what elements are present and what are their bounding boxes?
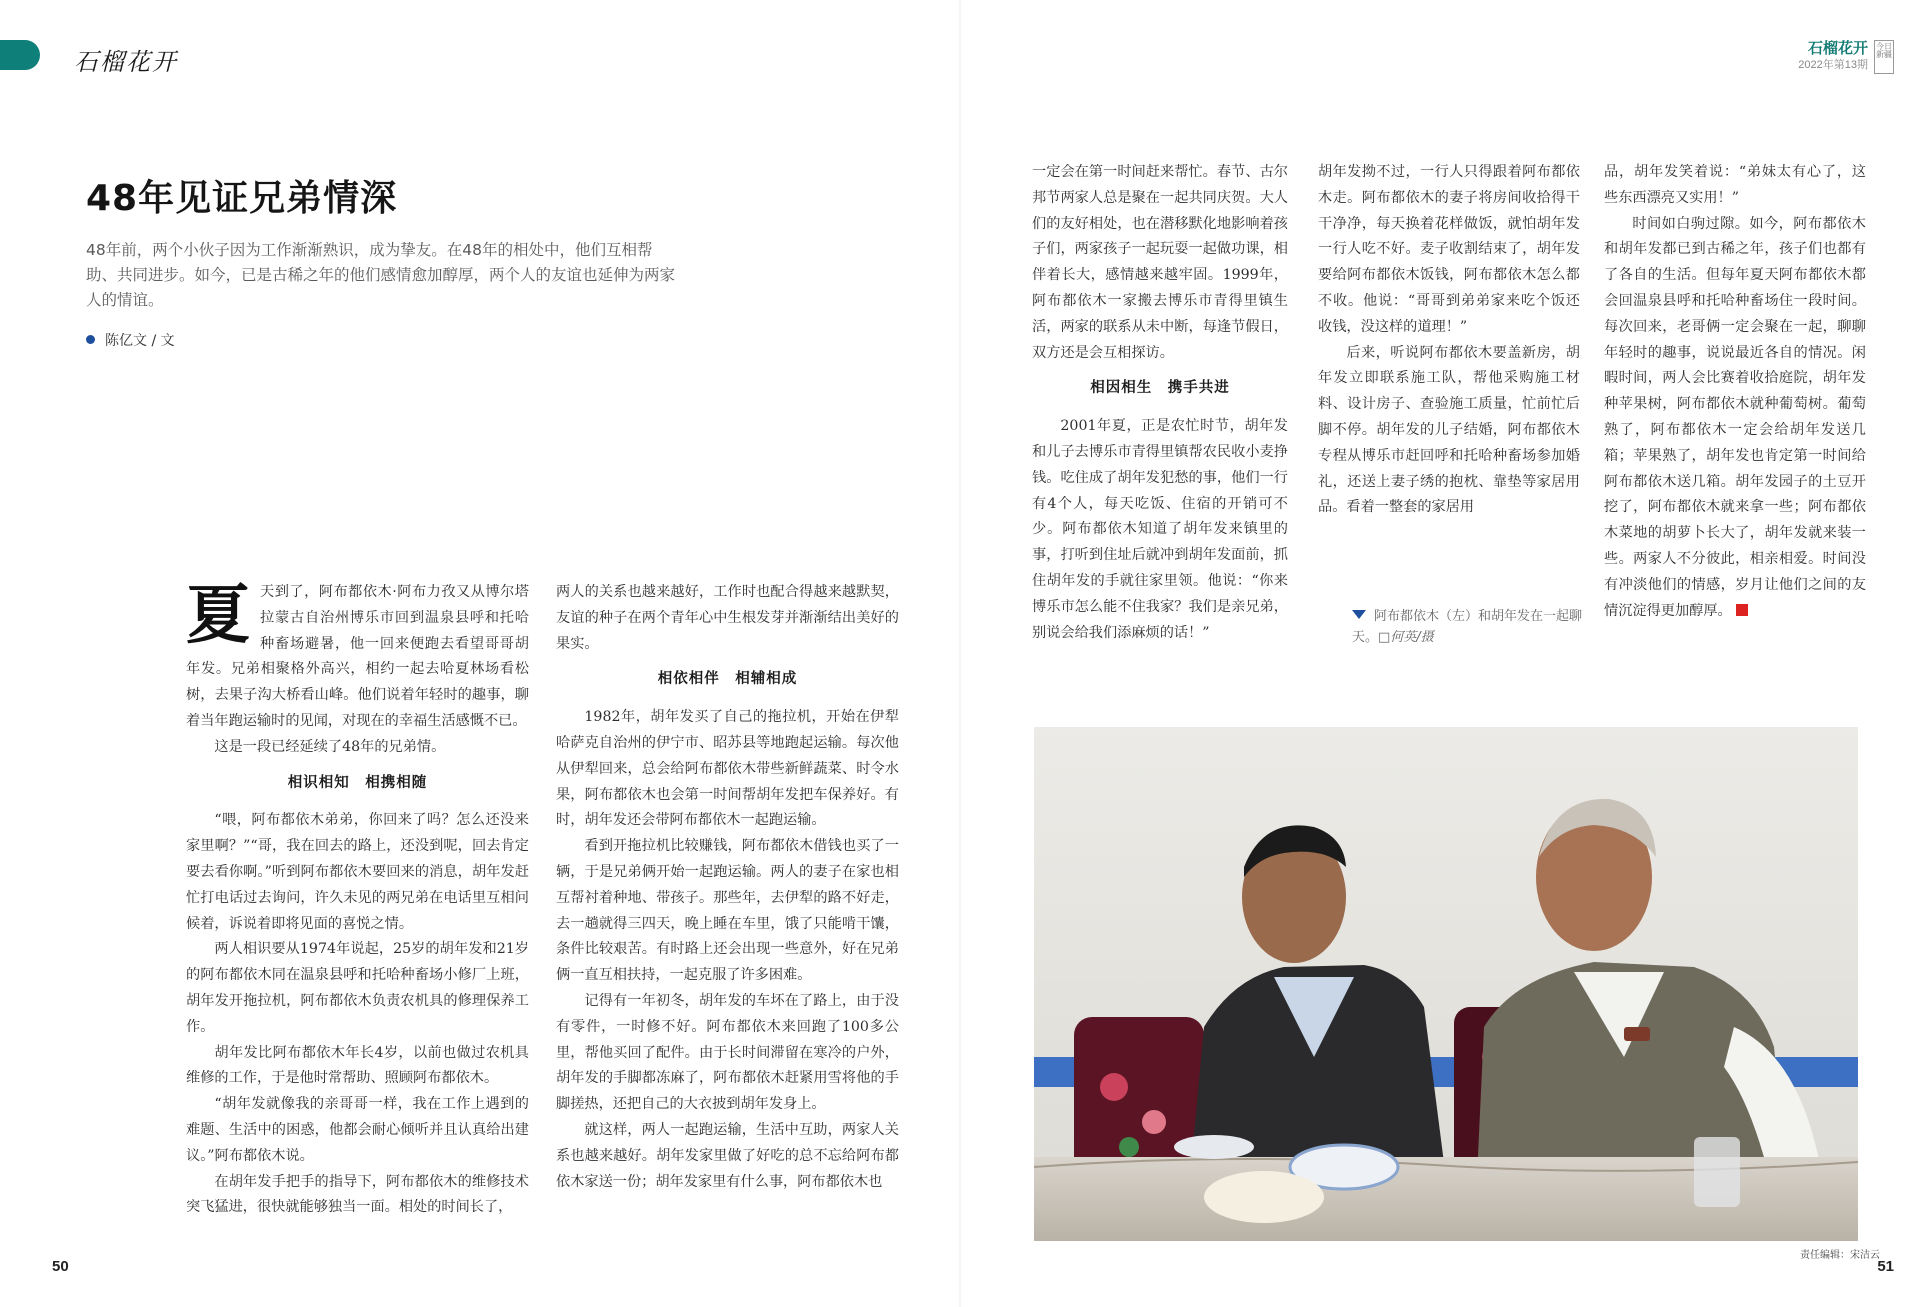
- text-column-5: [1604, 160, 1866, 624]
- paragraph-text: 时间如白驹过隙。如今，阿布都依木和胡年发都已到古稀之年，孩子们也都有了各自的生活。但每年夏天阿布都依木都会回温泉县呼和托哈种畜场住一段时间。每次回来，老哥俩一定会聚在一起，聊聊年轻时的趣事，说说最近各自的情况。闲暇时间，两人会比赛着收拾庭院，胡年发种苹果树，阿布都依木就种葡萄树。葡萄熟了，阿布都依木一定会给胡年发送几箱；苹果熟了，胡年发也肯定第一时间给阿布都依木送几箱。胡年发园子的土豆开挖了，阿布都依木就来拿一些；阿布都依木菜地的胡萝卜长大了，胡年发就来装一些。两家人不分彼此，相亲相爱。时间没有冲淡他们的情感，岁月让他们之间的友情沉淀得更加醇厚。: [1604, 215, 1866, 619]
- paragraph: 两人的关系也越来越好，工作时也配合得越来越默契，友谊的种子在两个青年心中生根发芽并渐渐结出美好的果实。: [556, 584, 899, 652]
- article-lead: 48年前，两个小伙子因为工作渐渐熟识，成为挚友。在48年的相处中，他们互相帮助、共同进步。如今，已是古稀之年的他们感情愈加醇厚，两个人的友谊也延伸为两家人的情谊。: [86, 241, 676, 309]
- paragraph: “喂，阿布都依木弟弟，你回来了吗？怎么还没来家里啊？”“哥，我在回去的路上，还没到呢，回去肯定要去看你啊。”听到阿布都依木要回来的消息，胡年发赶忙打电话过去询问，许久未见的两兄弟在电话里互相问候着，诉说着即将见面的喜悦之情。: [186, 812, 529, 932]
- section-color-tab: [0, 40, 40, 70]
- paragraph: 就这样，两人一起跑运输，生活中互助，两家人关系也越来越好。胡年发家里做了好吃的总不忘给阿布都依木家送一份；胡年发家里有什么事，阿布都依木也: [556, 1121, 899, 1190]
- drop-cap: 夏: [186, 578, 250, 653]
- paragraph: 1982年，胡年发买了自己的拖拉机，开始在伊犁哈萨克自治州的伊宁市、昭苏县等地跑起运输。每次他从伊犁回来，总会给阿布都依木带些新鲜蔬菜、时令水果，阿布都依木也会第一时间帮胡年发把车保养好。有时，胡年发还会带阿布都依木一起跑运输。: [556, 709, 899, 829]
- issue-label: 2022年第13期: [1798, 59, 1868, 71]
- article-photo: [1034, 727, 1858, 1241]
- text-column-4: [1318, 160, 1580, 521]
- paragraph: 胡年发比阿布都依木年长4岁，以前也做过农机具维修的工作，于是他时常帮助、照顾阿布都依木。: [186, 1044, 529, 1087]
- page-gutter: [958, 0, 962, 1307]
- magazine-info: [1798, 40, 1868, 72]
- paragraph: 在胡年发手把手的指导下，阿布都依木的维修技术突飞猛进，很快就能够独当一面。相处的时间长了，: [186, 1173, 529, 1216]
- page-number-right: 51: [1877, 1258, 1894, 1275]
- paragraph: [186, 580, 529, 735]
- caption-text: 阿布都依木（左）和胡年发在一起聊天。: [1352, 609, 1583, 645]
- editor-credit: 责任编辑：宋洁云: [1800, 1250, 1880, 1261]
- paragraph: 品，胡年发笑着说：“弟妹太有心了，这些东西漂亮又实用！”: [1604, 164, 1866, 206]
- paragraph: 记得有一年初冬，胡年发的车坏在了路上，由于没有零件，一时修不好。阿布都依木来回跑了100多公里，帮他买回了配件。由于长时间滞留在寒冷的户外，胡年发的手脚都冻麻了，阿布都依木赶紧用雪将他的手脚搓热，还把自己的大衣披到胡年发身上。: [556, 992, 899, 1113]
- paragraph: 胡年发拗不过，一行人只得跟着阿布都依木走。阿布都依木的妻子将房间收拾得干干净净，每天换着花样做饭，就怕胡年发一行人吃不好。麦子收割结束了，胡年发要给阿布都依木饭钱，阿布都依木怎么都不收。他说：“哥哥到弟弟家来吃个饭还收钱，没这样的道理！”: [1318, 164, 1580, 335]
- end-mark-icon: [1736, 604, 1748, 616]
- byline: [86, 330, 175, 350]
- magazine-logo-box: 今日新疆: [1874, 40, 1894, 74]
- section-name: 石榴花开: [74, 48, 178, 76]
- paragraph: 这是一段已经延续了48年的兄弟情。: [214, 738, 446, 755]
- paragraph: [1604, 212, 1866, 625]
- caption-triangle-icon: [1352, 610, 1366, 619]
- subheading: 相依相伴 相辅相成: [657, 671, 798, 688]
- byline-text: 陈亿文 / 文: [105, 333, 175, 349]
- photo-two-men-illustration: [1034, 727, 1858, 1241]
- subheading: 相因相生 携手共进: [1090, 380, 1230, 397]
- bullet-dot-icon: [86, 335, 95, 344]
- paragraph: 2001年夏，正是农忙时节，胡年发和儿子去博乐市青得里镇帮农民收小麦挣钱。吃住成了胡年发犯愁的事，他们一行有4个人，每天吃饭、住宿的开销可不少。阿布都依木知道了胡年发来镇里的事，打听到住址后就冲到胡年发面前，抓住胡年发的手就往家里领。他说：“你来博乐市怎么能不住我家？我们是亲兄弟，别说会给我们添麻烦的话！”: [1032, 418, 1288, 641]
- magazine-mark: [1798, 40, 1894, 74]
- paragraph-text: 天到了，阿布都依木·阿布力孜又从博尔塔拉蒙古自治州博乐市回到温泉县呼和托哈种畜场避暑，他一回来便跑去看望哥哥胡年发。兄弟相聚格外高兴，相约一起去哈夏林场看松树，去果子沟大桥看山峰。他们说着年轻时的趣事，聊着当年跑运输时的见闻，对现在的幸福生活感慨不已。: [186, 584, 529, 729]
- text-column-3: [1032, 160, 1288, 646]
- photo-credit: □何英/摄: [1378, 630, 1434, 645]
- magazine-name: 石榴花开: [1807, 39, 1868, 57]
- paragraph: 看到开拖拉机比较赚钱，阿布都依木借钱也买了一辆，于是兄弟俩开始一起跑运输。两人的妻子在家也相互帮衬着种地、带孩子。那些年，去伊犁的路不好走，去一趟就得三四天，晚上睡在车里，饿了只能啃干馕，条件比较艰苦。有时路上还会出现一些意外，好在兄弟俩一直互相扶持，一起克服了许多困难。: [556, 838, 899, 984]
- article-title: 48年见证兄弟情深: [86, 178, 398, 219]
- paragraph: 后来，听说阿布都依木要盖新房，胡年发立即联系施工队，帮他采购施工材料、设计房子、查验施工质量，忙前忙后脚不停。胡年发的儿子结婚，阿布都依木专程从博乐市赶回呼和托哈种畜场参加婚礼，还送上妻子绣的抱枕、靠垫等家居用品。看着一整套的家居用: [1318, 344, 1580, 516]
- paragraph: 两人相识要从1974年说起，25岁的胡年发和21岁的阿布都依木同在温泉县呼和托哈种畜场小修厂上班，胡年发开拖拉机，阿布都依木负责农机具的修理保养工作。: [186, 941, 529, 1035]
- subheading: 相识相知 相携相随: [287, 774, 428, 791]
- page-number-left: 50: [52, 1258, 69, 1275]
- paragraph: “胡年发就像我的亲哥哥一样，我在工作上遇到的难题、生活中的困惑，他都会耐心倾听并且认真给出建议。”阿布都依木说。: [186, 1096, 529, 1164]
- text-column-1: [186, 580, 529, 1221]
- text-column-2: [556, 580, 899, 1195]
- paragraph: 一定会在第一时间赶来帮忙。春节、古尔邦节两家人总是聚在一起共同庆贺。大人们的友好相处，也在潜移默化地影响着孩子们，两家孩子一起玩耍一起做功课，相伴着长大，感情越来越牢固。1999年，阿布都依木一家搬去博乐市青得里镇生活，两家的联系从未中断，每逢节假日，双方还是会互相探访。: [1032, 164, 1288, 361]
- photo-caption: [1352, 606, 1584, 648]
